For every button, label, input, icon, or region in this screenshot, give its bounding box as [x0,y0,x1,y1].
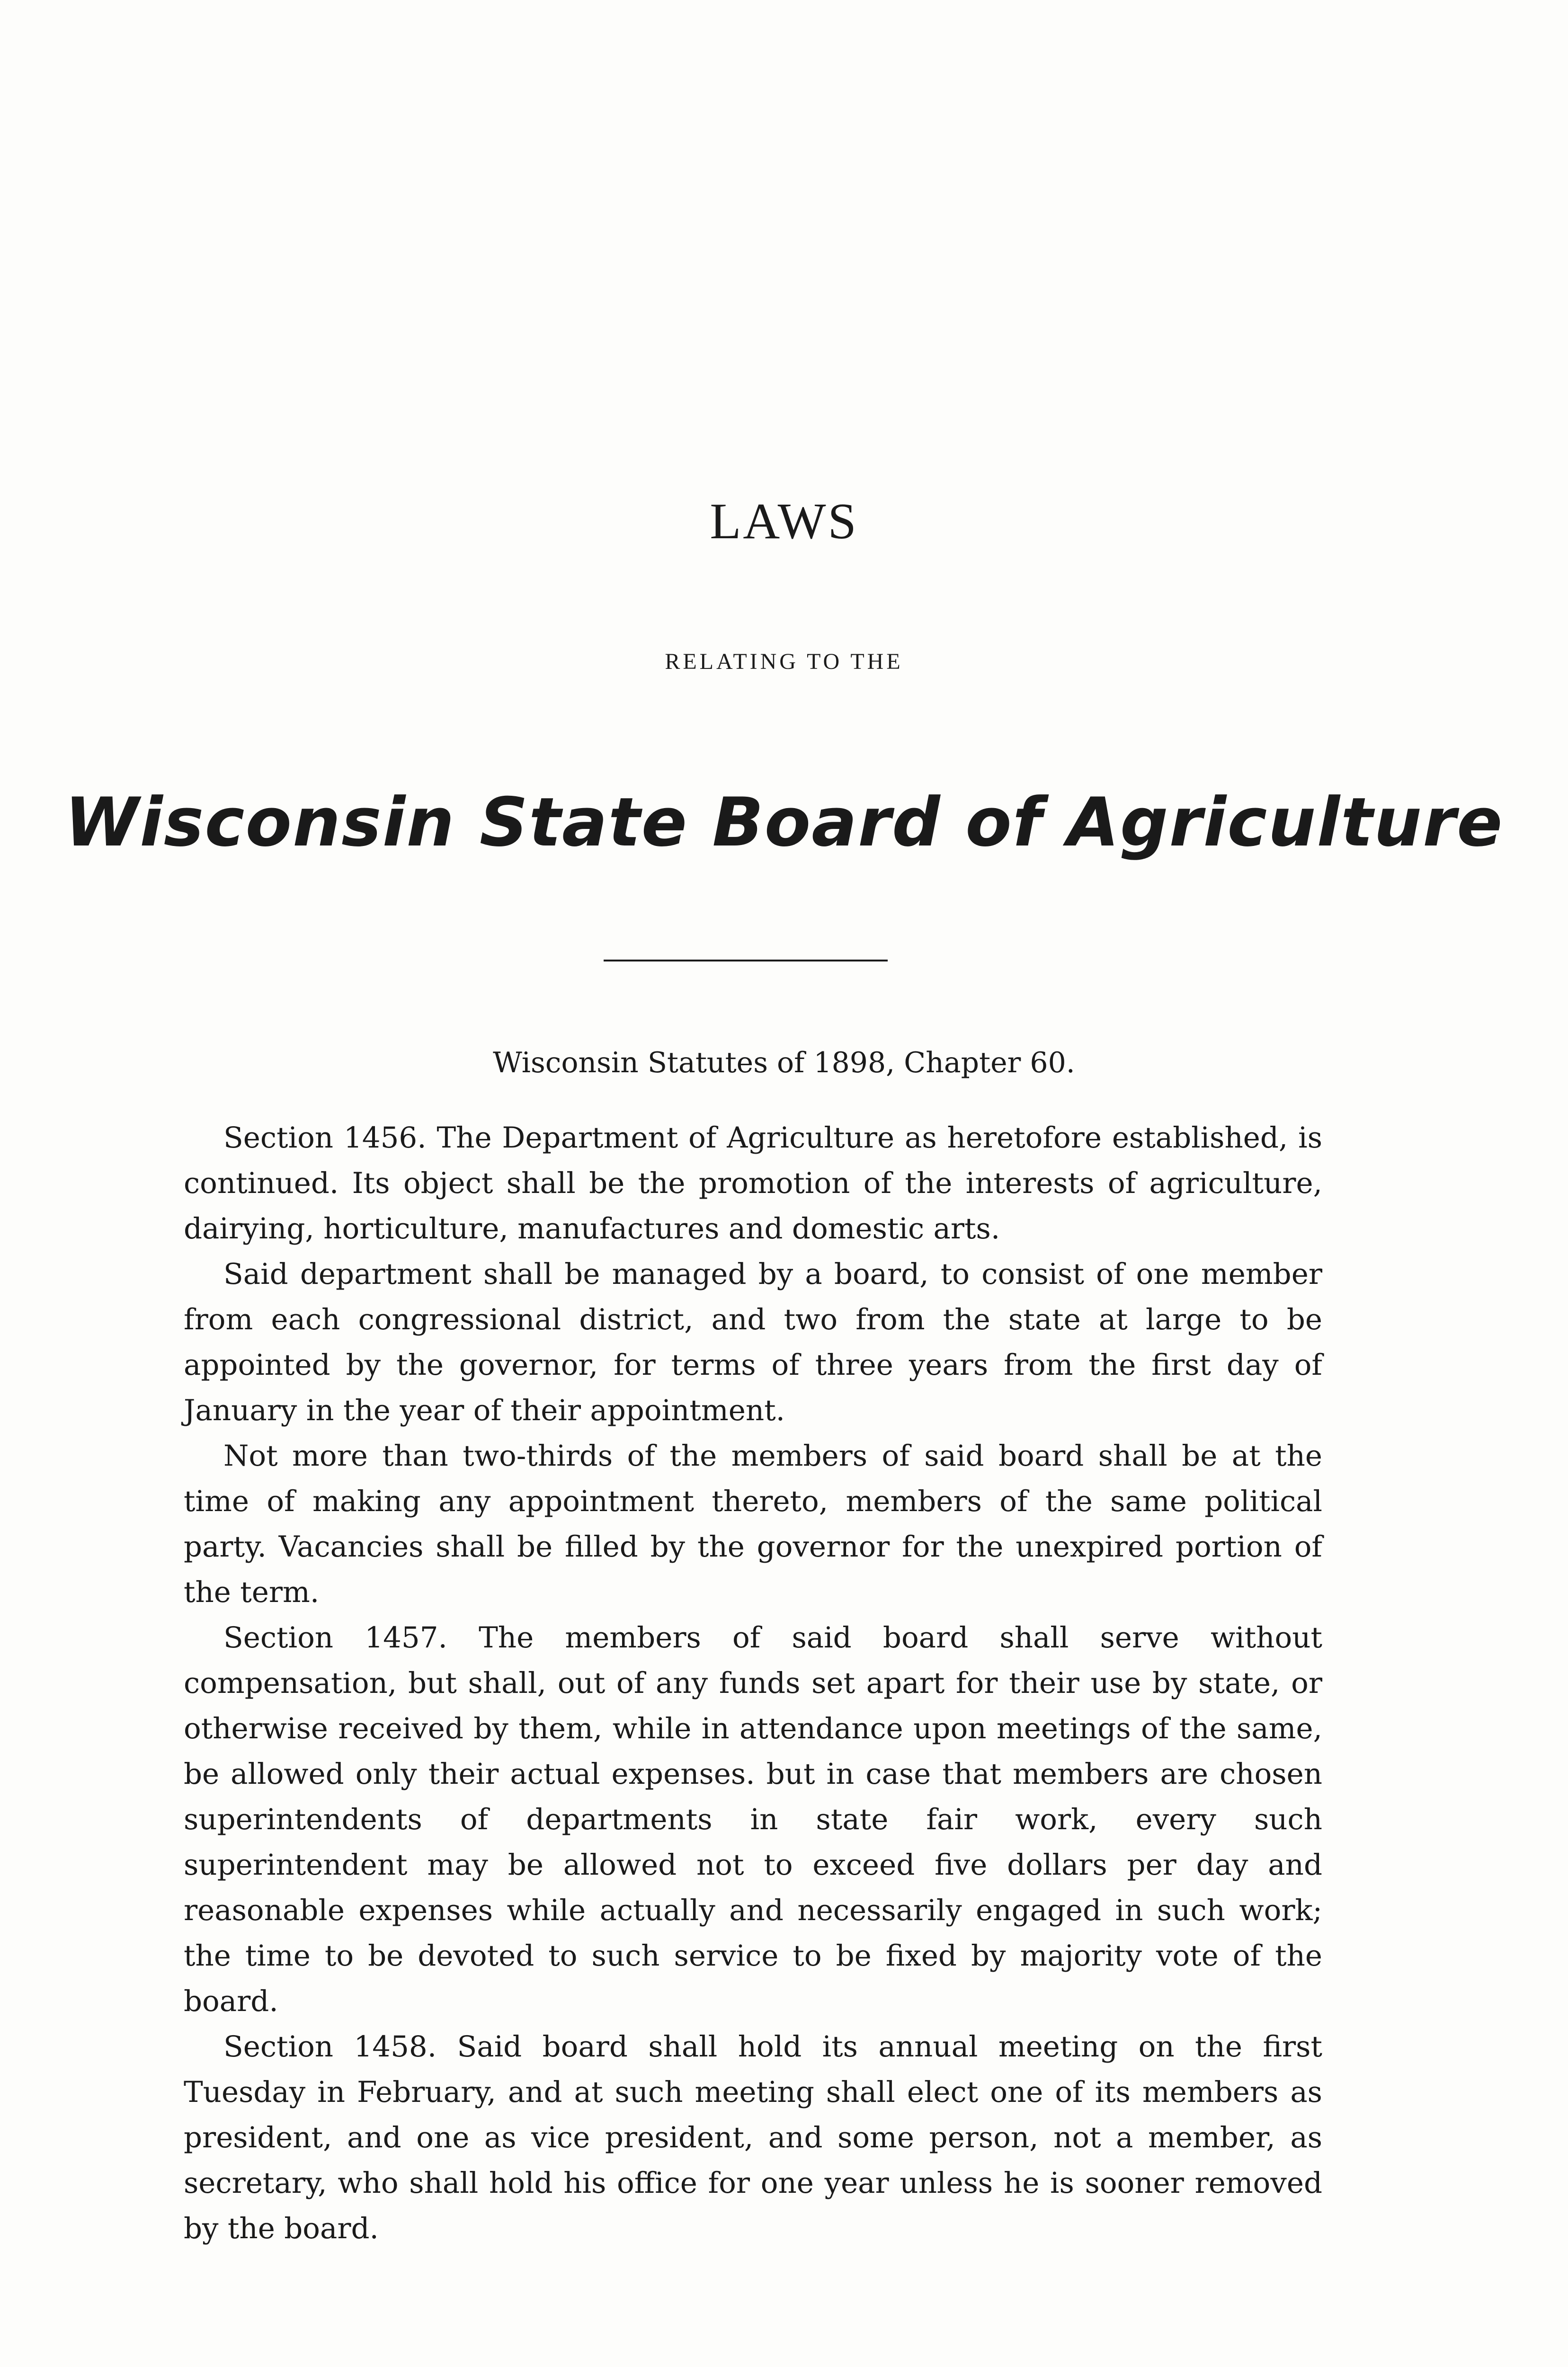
board-title: Wisconsin State Board of Agriculture [64,783,1504,862]
paragraph-section-1457: Section 1457. The members of said board shall serve without compensation, but shall, out of any funds set apart for their use by state, or otherwise received by them, while in attendance upon meetings of the same, be allowed only their actual expenses. but in case that members are chosen superintendents of departments in state fair work, every such superintendent may be allowed not to exceed five dollars per day and reasonable expenses while actually and necessarily engaged in such work; the time to be devoted to such service to be fixed by majority vote of the board. [184,1621,1322,2018]
page-subtitle: RELATING TO THE [665,649,903,674]
horizontal-rule [604,960,888,961]
paragraph-board-composition: Said department shall be managed by a board, to consist of one member from each congressional district, and two from the state at large to be appointed by the governor, for terms of three years from the first day of January in the year of their appointment. [184,1257,1322,1427]
paragraph-section-1458: Section 1458. Said board shall hold its annual meeting on the first Tuesday in February, and at such meeting shall elect one of its members as president, and one as vice president, and some person, not a member, as secretary, who shall hold his office for one year unless he is sooner removed by the board. [184,2030,1322,2245]
statute-heading: Wisconsin Statutes of 1898, Chapter 60. [493,1046,1075,1079]
page-title: LAWS [710,493,858,550]
paragraph-political-party: Not more than two-thirds of the members of said board shall be at the time of making any appointment thereto, members of the same political party. Vacancies shall be filled by the governor for the unexpired portion of the term. [184,1439,1322,1609]
body-text [184,1115,1322,2251]
paragraph-section-1456: Section 1456. The Department of Agriculture as heretofore established, is continued. Its object shall be the promotion of the interests of agriculture, dairying, horticulture, manufactures and domestic arts. [184,1121,1322,1246]
